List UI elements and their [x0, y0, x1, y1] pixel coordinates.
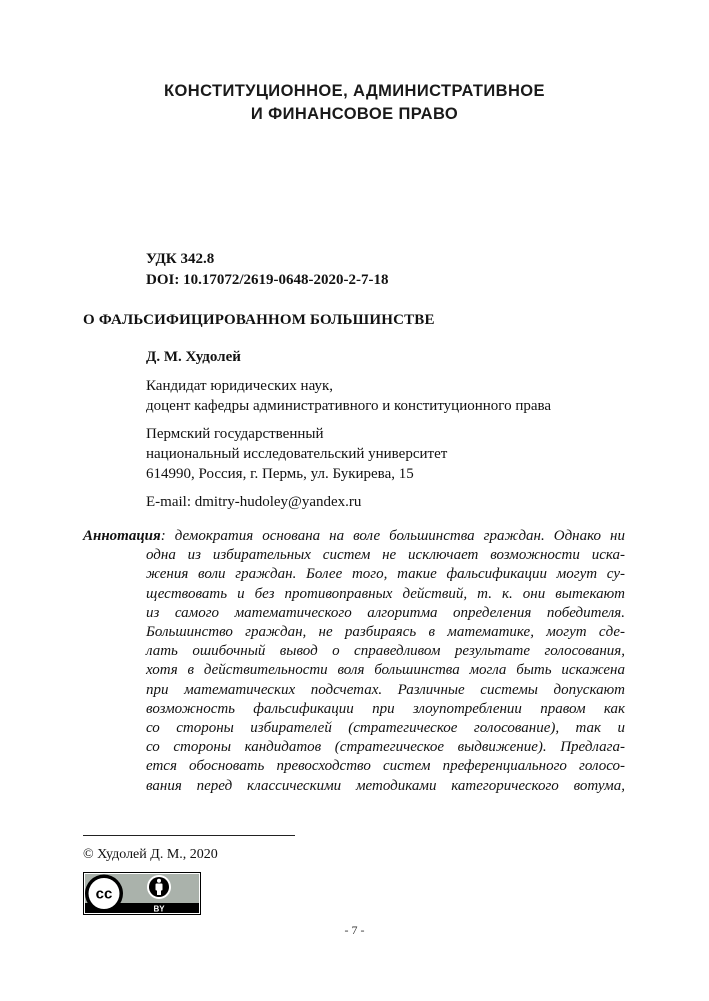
section-heading-line-2: И ФИНАНСОВОЕ ПРАВО: [250, 105, 459, 123]
section-heading: [0, 80, 709, 126]
udk-code: УДК 342.8: [146, 251, 215, 267]
copyright-notice: © Худолей Д. М., 2020: [83, 847, 218, 862]
author-institution-line: национальный исследовательский университет: [146, 446, 448, 462]
annotation-line: при математических подсчетах. Различные системы допускают: [146, 681, 625, 698]
attribution-person-icon: [147, 875, 171, 899]
creative-commons-icon: [85, 875, 123, 913]
annotation-line: вания перед классическими методиками категорического вотума,: [146, 777, 625, 794]
footnote-divider: [83, 835, 295, 836]
author-institution-line: 614990, Россия, г. Пермь, ул. Букирева, 15: [146, 466, 414, 482]
page-number: - 7 -: [344, 923, 365, 937]
annotation-line: ется обосновать превосходство систем преференциального голосо-: [146, 758, 625, 775]
author-position-line: доцент кафедры административного и конституционного права: [146, 398, 552, 414]
author-block: [146, 347, 551, 512]
doi-code: DOI: 10.17072/2619-0648-2020-2-7-18: [146, 272, 389, 288]
author-institution: [146, 424, 551, 484]
cc-label: cc: [95, 885, 113, 903]
annotation-line: одна из избирательных систем не исключает возможности иска-: [146, 547, 625, 564]
author-position: [146, 376, 551, 416]
annotation-line: [83, 527, 625, 546]
udk-doi-block: [146, 249, 388, 291]
annotation-label: Аннотация: [83, 528, 161, 544]
author-institution-line: Пермский государственный: [146, 426, 324, 442]
annotation-line: из самого математического алгоритма определения победителя.: [146, 604, 625, 621]
author-name: Д. М. Худолей: [146, 349, 241, 365]
annotation-line: со стороны кандидатов (стратегическое выдвижение). Предлага-: [146, 739, 625, 756]
annotation-line: Большинство граждан, не разбираясь в математике, могут сде-: [146, 624, 625, 641]
annotation-line: жения воли граждан. Более того, такие фальсификации могут су-: [146, 566, 625, 583]
section-heading-line-1: КОНСТИТУЦИОННОЕ, АДМИНИСТРАТИВНОЕ: [164, 82, 545, 100]
annotation-line: хотя в действительности воля большинства могла быть искажена: [146, 662, 625, 679]
annotation-line: со стороны избирателей (стратегическое голосование), так и: [146, 720, 625, 737]
author-position-line: Кандидат юридических наук,: [146, 378, 334, 394]
annotation: [83, 527, 625, 796]
by-label: BY: [153, 904, 165, 914]
annotation-first-line-text: : демократия основана на воле большинства граждан. Однако ни: [160, 528, 625, 544]
article-title: О ФАЛЬСИФИЦИРОВАННОМ БОЛЬШИНСТВЕ: [83, 312, 435, 328]
author-email: E-mail: dmitry-hudoley@yandex.ru: [146, 494, 362, 510]
annotation-line: лать ошибочный вывод о справедливом результате голосования,: [146, 643, 625, 660]
cc-by-license-badge: [83, 872, 201, 915]
annotation-line: ществовать и без противоправных действий, т. к. они вытекают: [146, 585, 625, 602]
annotation-line: возможность фальсификации при злоупотреблении правом как: [146, 700, 625, 717]
